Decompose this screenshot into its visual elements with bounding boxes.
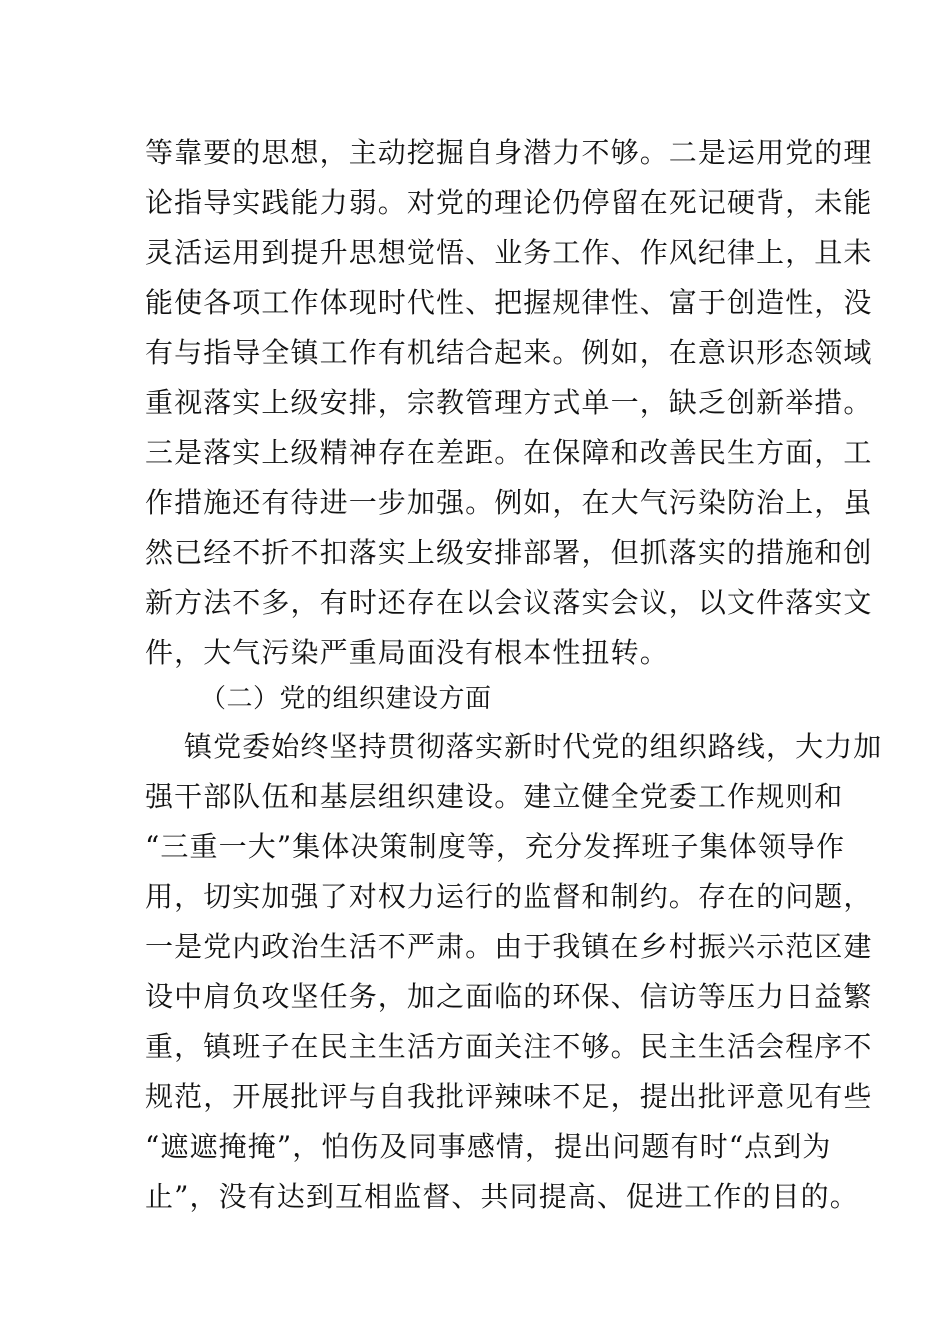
text-line: 然已经不折不扣落实上级安排部署，但抓落实的措施和创 xyxy=(145,536,873,569)
text-line: 重视落实上级安排，宗教管理方式单一，缺乏创新举措。 xyxy=(145,386,873,419)
text-line: 能使各项工作体现时代性、把握规律性、富于创造性，没 xyxy=(145,286,873,319)
text-line: 有与指导全镇工作有机结合起来。例如，在意识形态领域 xyxy=(145,336,873,369)
text-line: 强干部队伍和基层组织建设。建立健全党委工作规则和 xyxy=(145,780,844,813)
text-line: 作措施还有待进一步加强。例如，在大气污染防治上，虽 xyxy=(145,486,873,519)
text-line: 件，大气污染严重局面没有根本性扭转。 xyxy=(145,636,669,669)
text-line: 灵活运用到提升思想觉悟、业务工作、作风纪律上，且未 xyxy=(145,236,873,269)
section-heading: （二）党的组织建设方面 xyxy=(200,684,492,714)
text-line: 重，镇班子在民主生活方面关注不够。民主生活会程序不 xyxy=(145,1030,873,1063)
text-line: “遮遮掩掩”，怕伤及同事感情，提出问题有时“点到为 xyxy=(145,1130,832,1163)
text-line: 镇党委始终坚持贯彻落实新时代党的组织路线，大力加 xyxy=(184,730,883,763)
text-line: 止”，没有达到互相监督、共同提高、促进工作的目的。 xyxy=(145,1180,859,1213)
text-line: “三重一大”集体决策制度等，充分发挥班子集体领导作 xyxy=(145,830,846,863)
text-line: 用，切实加强了对权力运行的监督和制约。存在的问题， xyxy=(145,880,873,913)
text-line: 等靠要的思想，主动挖掘自身潜力不够。二是运用党的理 xyxy=(145,136,873,169)
text-line: 论指导实践能力弱。对党的理论仍停留在死记硬背，未能 xyxy=(145,186,873,219)
text-line: 设中肩负攻坚任务，加之面临的环保、信访等压力日益繁 xyxy=(145,980,873,1013)
text-line: 规范，开展批评与自我批评辣味不足，提出批评意见有些 xyxy=(145,1080,873,1113)
text-line: 三是落实上级精神存在差距。在保障和改善民生方面，工 xyxy=(145,436,873,469)
text-line: 一是党内政治生活不严肃。由于我镇在乡村振兴示范区建 xyxy=(145,930,873,963)
text-line: 新方法不多，有时还存在以会议落实会议，以文件落实文 xyxy=(145,586,873,619)
